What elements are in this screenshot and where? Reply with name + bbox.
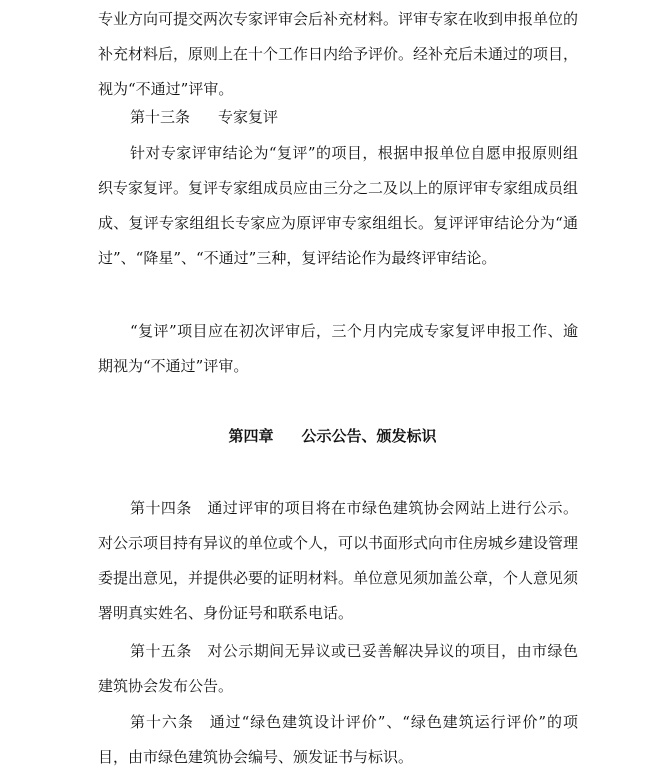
- article-13-title: 专家复评: [218, 108, 279, 126]
- article-15-paragraph: 第十五条 对公示期间无异议或已妥善解决异议的项目，由市绿色建筑协会发布公告。: [98, 642, 578, 695]
- continuation-paragraph: 专业方向可提交两次专家评审会后补充材料。评审专家在收到申报单位的补充材料后，原则上在十个工作日内给予评价。经补充后未通过的项目，视为“不通过”评审。: [98, 10, 579, 98]
- article-13-paragraph-1: 针对专家评审结论为“复评”的项目，根据申报单位自愿申报原则组织专家复评。复评专家组成员应由三分之二及以上的原评审专家组成员组成、复评专家组组长专家应为原评审专家组组长。复评评审结论分为“通过”、“降星”、“不通过”三种，复评结论作为最终评审结论。: [98, 144, 579, 267]
- chapter-4-title: 公示公告、颁发标识: [301, 427, 437, 445]
- article-13-heading: [130, 100, 278, 135]
- chapter-4-heading: [0, 419, 665, 454]
- article-13-paragraph-2: “复评”项目应在初次评审后，三个月内完成专家复评申报工作、逾期视为“不通过”评审。: [98, 322, 578, 375]
- chapter-4-number: 第四章: [228, 427, 274, 445]
- article-13-number: 第十三条: [130, 108, 191, 126]
- article-16-paragraph: 第十六条 通过“绿色建筑设计评价”、“绿色建筑运行评价”的项目，由市绿色建筑协会编号、颁发证书与标识。: [98, 713, 578, 766]
- article-14-paragraph: 第十四条 通过评审的项目将在市绿色建筑协会网站上进行公示。对公示项目持有异议的单位或个人，可以书面形式向市住房城乡建设管理委提出意见，并提供必要的证明材料。单位意见须加盖公章，个人意见须署明真实姓名、身份证号和联系电话。: [98, 499, 579, 622]
